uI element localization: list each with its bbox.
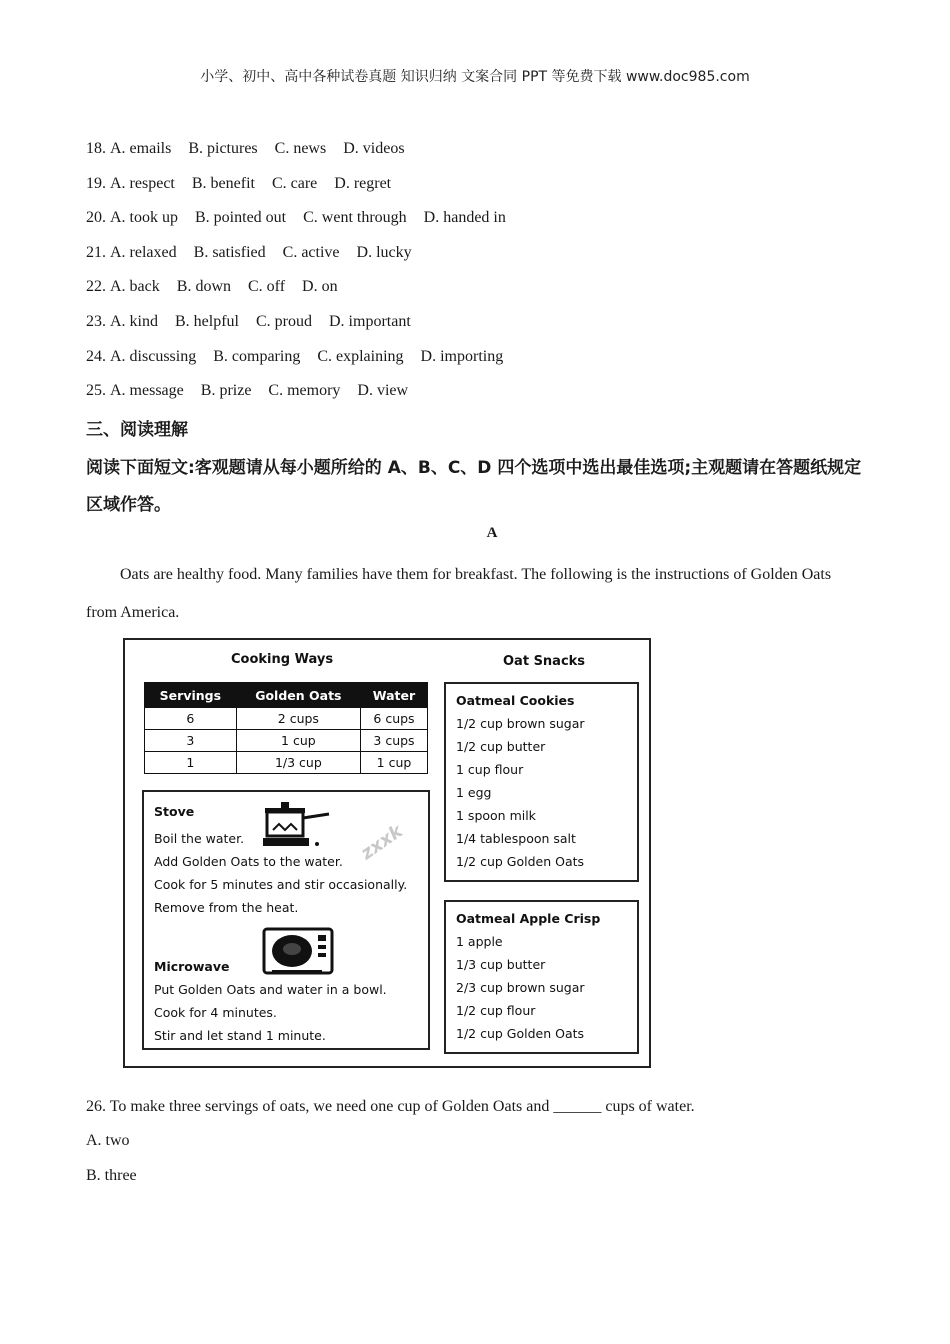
option-choice: A. message (110, 382, 184, 400)
option-choice: A. emails (110, 140, 172, 157)
question-number: 25. (86, 382, 106, 400)
passage-intro: Oats are healthy food. Many families have them for breakfast. The following is the instructions of Golden Oats from America. (86, 566, 832, 621)
option-choice: D. videos (343, 140, 405, 157)
ingredient: 1 egg (456, 785, 492, 800)
microwave-step: Put Golden Oats and water in a bowl. (154, 982, 387, 997)
stove-step: Boil the water. (154, 831, 245, 846)
microwave-step: Cook for 4 minutes. (154, 1005, 277, 1020)
question-number: 18. (86, 140, 106, 157)
ingredient: 2/3 cup brown sugar (456, 980, 585, 995)
section-title: 三、阅读理解 (86, 420, 188, 440)
option-line (86, 244, 412, 262)
option-choice: B. satisfied (193, 243, 266, 261)
microwave-title: Microwave (154, 959, 230, 974)
option-choice: D. handed in (423, 209, 506, 227)
option-choice: A. relaxed (110, 243, 177, 261)
watermark: zxxk (357, 820, 407, 865)
option-line (86, 382, 408, 400)
option-choice: D. regret (334, 174, 392, 192)
servings-table-header (145, 683, 428, 708)
column-header: Servings (145, 683, 237, 708)
option-choice: D. lucky (356, 243, 412, 261)
stove-step: Remove from the heat. (154, 900, 299, 915)
table-cell: 6 (145, 708, 237, 730)
stove-pot-icon (259, 800, 337, 852)
option-choice: C. went through (303, 209, 407, 227)
ingredient: 1/3 cup butter (456, 957, 546, 972)
option-choice: D. on (302, 278, 338, 296)
ingredient: 1/2 cup brown sugar (456, 716, 585, 731)
option-line (86, 348, 503, 366)
oat-snacks-title: Oat Snacks (503, 654, 586, 669)
ingredient: 1/2 cup Golden Oats (456, 854, 585, 869)
question-number: 20. (86, 209, 106, 227)
option-choice: D. view (357, 382, 409, 400)
option-choice: A. back (110, 278, 160, 296)
cookies-title: Oatmeal Cookies (456, 693, 575, 708)
option-choice: A. took up (110, 209, 178, 227)
option-choice: B. helpful (175, 313, 239, 330)
option-choice: A. discussing (110, 347, 197, 365)
page-header: 小学、初中、高中各种试卷真题 知识归纳 文案合同 PPT 等免费下载 www.doc985.com (200, 69, 750, 85)
table-cell: 1 (145, 752, 237, 774)
ingredient: 1 apple (456, 934, 503, 949)
option-choice: C. care (271, 174, 318, 192)
ingredient: 1/4 tablespoon salt (456, 831, 576, 846)
table-cell: 3 (145, 730, 237, 752)
apple-crisp-box (444, 900, 639, 1054)
question-number: 19. (86, 174, 106, 192)
ingredient: 1 spoon milk (456, 808, 536, 823)
section-instruction: 阅读下面短文:客观题请从每小题所给的 A、B、C、D 四个选项中选出最佳选项;主观题请在答题纸规定区域作答。 (86, 458, 862, 515)
table-cell: 6 cups (360, 708, 427, 730)
answer-choice: A. two (86, 1132, 130, 1149)
option-line (86, 209, 506, 227)
oatmeal-cookies-box (444, 682, 639, 882)
ingredient: 1 cup flour (456, 762, 524, 777)
option-choice: B. down (176, 278, 231, 296)
ingredient: 1/2 cup flour (456, 1003, 536, 1018)
option-choice: C. off (248, 278, 286, 296)
table-row (145, 752, 428, 774)
option-choice: D. importing (420, 347, 504, 365)
option-line (86, 175, 391, 193)
table-cell: 1/3 cup (236, 752, 360, 774)
option-choice: D. important (329, 313, 411, 330)
stove-title: Stove (154, 804, 195, 819)
option-line (86, 313, 411, 331)
question-number: 24. (86, 347, 106, 365)
servings-table (144, 682, 428, 774)
table-row (145, 730, 428, 752)
option-choice: C. news (274, 140, 327, 157)
cooking-instructions-box (142, 790, 430, 1050)
table-cell: 1 cup (236, 730, 360, 752)
ingredient: 1/2 cup Golden Oats (456, 1026, 585, 1041)
question-number: 21. (86, 243, 106, 261)
table-row (145, 708, 428, 730)
option-choice: B. benefit (191, 174, 255, 192)
table-cell: 3 cups (360, 730, 427, 752)
table-cell: 2 cups (236, 708, 360, 730)
microwave-step: Stir and let stand 1 minute. (154, 1028, 326, 1043)
option-choice: B. pictures (188, 140, 258, 157)
option-choice: B. pointed out (195, 209, 287, 227)
question-number: 23. (86, 313, 106, 330)
option-choice: B. prize (200, 382, 252, 400)
option-choice: C. active (282, 243, 340, 261)
question-stem: 26. To make three servings of oats, we need one cup of Golden Oats and ______ cups of water. (86, 1098, 695, 1115)
ingredient: 1/2 cup butter (456, 739, 546, 754)
apple-crisp-title: Oatmeal Apple Crisp (456, 911, 601, 926)
column-header: Golden Oats (236, 683, 360, 708)
answer-choice: B. three (86, 1167, 137, 1184)
option-choice: A. respect (110, 174, 175, 192)
golden-oats-figure (123, 638, 651, 1068)
passage-label: A (486, 525, 498, 541)
question-number: 22. (86, 278, 106, 296)
microwave-icon (262, 927, 334, 977)
option-choice: B. comparing (213, 347, 301, 365)
option-line (86, 140, 405, 158)
column-header: Water (360, 683, 427, 708)
stove-step: Cook for 5 minutes and stir occasionally. (154, 877, 408, 892)
cooking-ways-title: Cooking Ways (231, 652, 334, 667)
table-cell: 1 cup (360, 752, 427, 774)
option-choice: A. kind (110, 313, 158, 330)
option-choice: C. proud (256, 313, 312, 330)
option-line (86, 278, 338, 296)
option-choice: C. explaining (317, 347, 404, 365)
stove-step: Add Golden Oats to the water. (154, 854, 343, 869)
option-choice: C. memory (268, 382, 341, 400)
